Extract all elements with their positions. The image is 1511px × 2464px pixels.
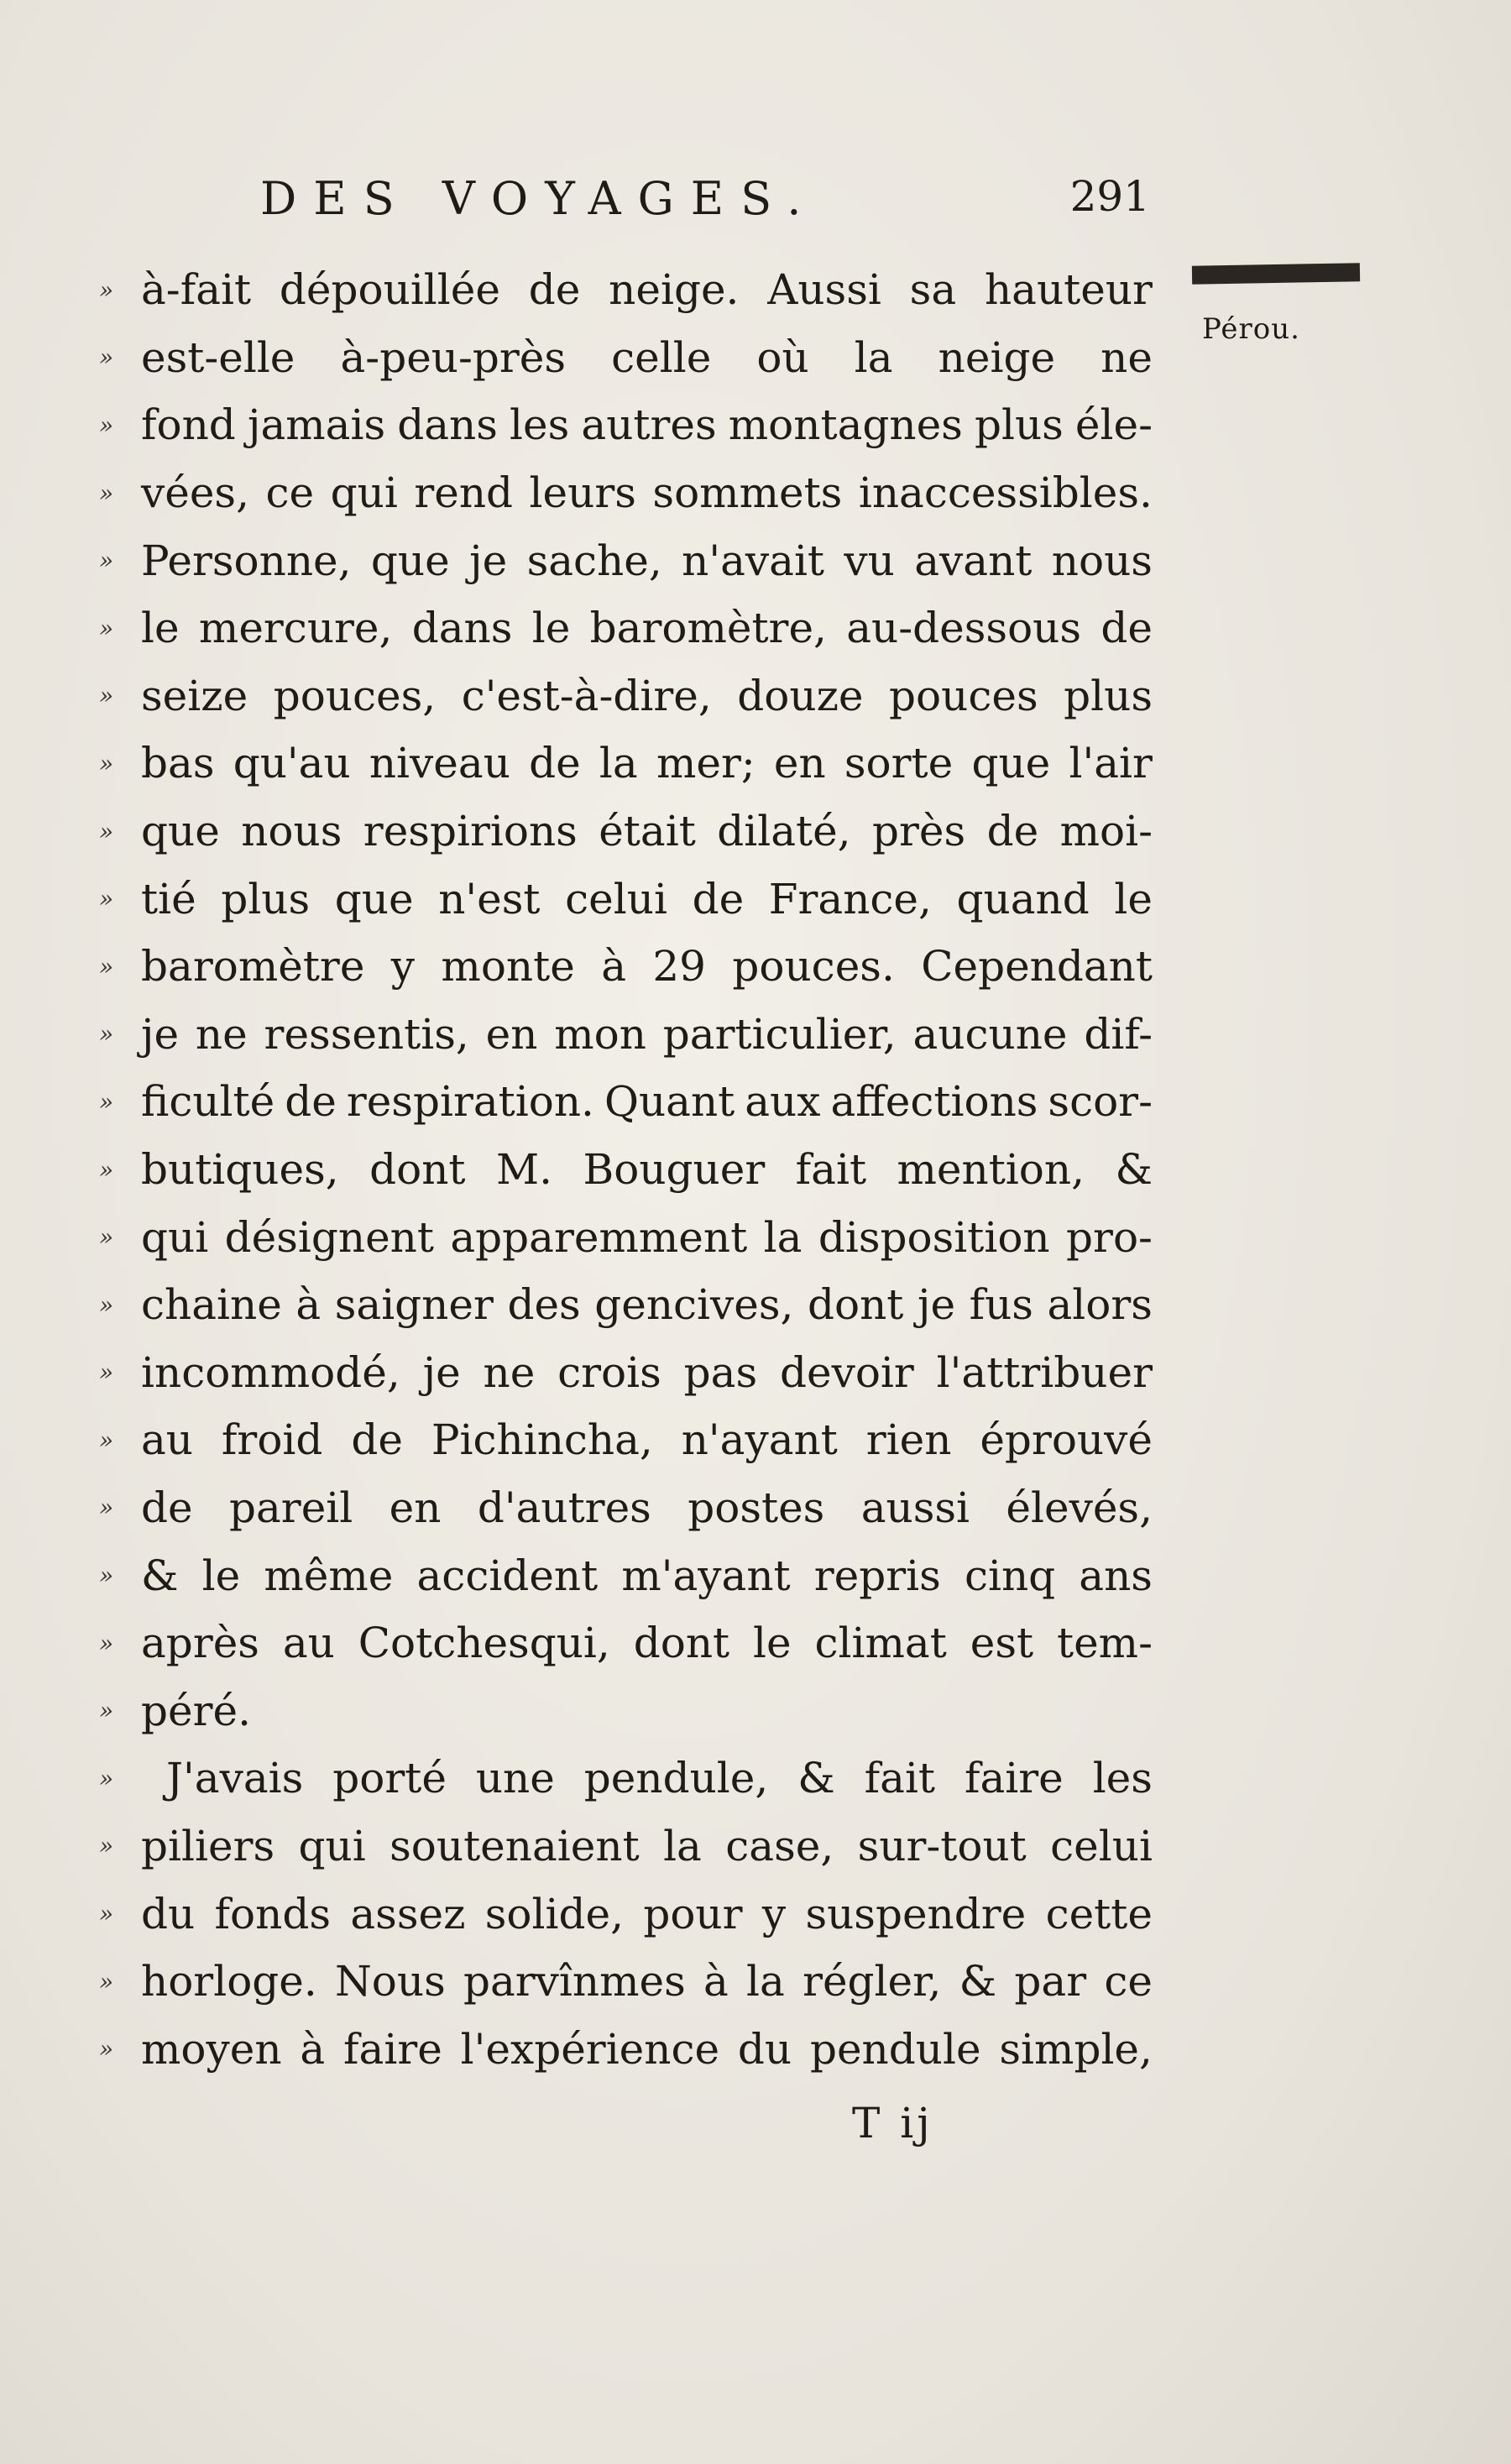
line-text: Personne, que je sache, n'avait vu avant nous bbox=[141, 536, 1153, 585]
text-line bbox=[99, 324, 1153, 392]
quote-mark: » bbox=[99, 1832, 114, 1860]
line-text: qui désignent apparemment la disposition pro- bbox=[141, 1212, 1153, 1262]
quote-mark: » bbox=[99, 952, 114, 981]
running-head: DES VOYAGES. bbox=[260, 172, 818, 225]
text-line bbox=[99, 1474, 1153, 1542]
quote-mark: » bbox=[99, 885, 114, 913]
line-text: piliers qui soutenaient la case, sur-tout celui bbox=[141, 1821, 1153, 1870]
quote-mark: » bbox=[99, 1764, 114, 1792]
line-text: est-elle à-peu-près celle où la neige ne bbox=[141, 332, 1153, 382]
line-text: & le même accident m'ayant repris cinq ans bbox=[141, 1551, 1153, 1600]
text-line bbox=[99, 1406, 1153, 1474]
line-text: baromètre y monte à 29 pouces. Cependant bbox=[141, 942, 1153, 991]
text-line bbox=[99, 1813, 1153, 1881]
line-text: après au Cotchesqui, dont le climat est tem- bbox=[141, 1619, 1153, 1668]
line-text: à-fait dépouillée de neige. Aussi sa hauteur bbox=[141, 265, 1153, 315]
text-line bbox=[99, 1203, 1153, 1271]
line-text: du fonds assez solide, pour y suspendre cette bbox=[141, 1889, 1153, 1938]
text-line bbox=[99, 256, 1153, 324]
line-text: ficulté de respiration. Quant aux affections scor- bbox=[141, 1077, 1153, 1127]
text-line bbox=[99, 2015, 1153, 2083]
margin-rule bbox=[1192, 263, 1360, 284]
line-text: le mercure, dans le baromètre, au-dessous de bbox=[141, 604, 1153, 653]
quote-mark: » bbox=[99, 2035, 114, 2064]
text-line bbox=[99, 1339, 1153, 1407]
text-line bbox=[99, 1880, 1153, 1948]
line-text: horloge. Nous parvînmes à la régler, & par ce bbox=[141, 1957, 1153, 2006]
page-number: 291 bbox=[1069, 172, 1150, 221]
line-text: péré. bbox=[141, 1686, 251, 1735]
text-line bbox=[99, 1609, 1153, 1677]
marginal-note: Pérou. bbox=[1202, 312, 1300, 346]
body-text bbox=[99, 256, 1153, 2083]
quote-mark: » bbox=[99, 682, 114, 710]
text-line bbox=[99, 1136, 1153, 1204]
quote-mark: » bbox=[99, 1967, 114, 1996]
line-text: incommodé, je ne crois pas devoir l'attribuer bbox=[141, 1347, 1153, 1397]
line-text: fond jamais dans les autres montagnes plus éle- bbox=[141, 400, 1153, 450]
line-text: je ne ressentis, en mon particulier, aucune dif- bbox=[141, 1009, 1153, 1059]
text-line bbox=[99, 798, 1153, 866]
quote-mark: » bbox=[99, 1494, 114, 1522]
text-line bbox=[99, 865, 1153, 933]
line-text: butiques, dont M. Bouguer fait mention, & bbox=[141, 1145, 1153, 1195]
quote-mark: » bbox=[99, 547, 114, 575]
quote-mark: » bbox=[99, 343, 114, 372]
quote-mark: » bbox=[99, 275, 114, 304]
line-text: vées, ce qui rend leurs sommets inaccessibles. bbox=[141, 468, 1153, 518]
line-text: moyen à faire l'expérience du pendule simple, bbox=[141, 2024, 1153, 2074]
quote-mark: » bbox=[99, 1562, 114, 1590]
page-header bbox=[260, 172, 1150, 231]
text-line bbox=[99, 1068, 1153, 1136]
quote-mark: » bbox=[99, 749, 114, 777]
quote-mark: » bbox=[99, 1290, 114, 1319]
text-line bbox=[99, 1271, 1153, 1339]
text-line bbox=[99, 933, 1153, 1001]
quote-mark: » bbox=[99, 1629, 114, 1657]
text-line bbox=[99, 1948, 1153, 2016]
quote-mark: » bbox=[99, 1697, 114, 1725]
quote-mark: » bbox=[99, 1087, 114, 1116]
line-text: de pareil en d'autres postes aussi élevés, bbox=[141, 1483, 1153, 1532]
text-line bbox=[99, 1001, 1153, 1069]
text-line bbox=[99, 1745, 1153, 1813]
quote-mark: » bbox=[99, 1900, 114, 1928]
line-text: tié plus que n'est celui de France, quand le bbox=[141, 874, 1153, 923]
quote-mark: » bbox=[99, 1155, 114, 1184]
text-line bbox=[99, 594, 1153, 662]
line-text: chaine à saigner des gencives, dont je fus alors bbox=[141, 1280, 1153, 1330]
quote-mark: » bbox=[99, 411, 114, 439]
text-line bbox=[99, 662, 1153, 730]
quote-mark: » bbox=[99, 1426, 114, 1454]
quote-mark: » bbox=[99, 1020, 114, 1049]
quote-mark: » bbox=[99, 479, 114, 507]
text-line bbox=[99, 526, 1153, 594]
text-line bbox=[99, 1677, 1153, 1745]
line-text: bas qu'au niveau de la mer; en sorte que l'air bbox=[141, 739, 1153, 788]
line-text: J'avais porté une pendule, & fait faire les bbox=[166, 1754, 1153, 1803]
signature-mark: T ij bbox=[852, 2099, 933, 2147]
quote-mark: » bbox=[99, 614, 114, 642]
line-text: seize pouces, c'est-à-dire, douze pouces plus bbox=[141, 671, 1153, 720]
text-line bbox=[99, 391, 1153, 459]
line-text: au froid de Pichincha, n'ayant rien éprouvé bbox=[141, 1415, 1153, 1465]
text-line bbox=[99, 1541, 1153, 1609]
quote-mark: » bbox=[99, 817, 114, 845]
text-line bbox=[99, 730, 1153, 798]
quote-mark: » bbox=[99, 1358, 114, 1387]
quote-mark: » bbox=[99, 1223, 114, 1252]
text-line bbox=[99, 459, 1153, 527]
line-text: que nous respirions était dilaté, près de moi- bbox=[141, 807, 1153, 856]
